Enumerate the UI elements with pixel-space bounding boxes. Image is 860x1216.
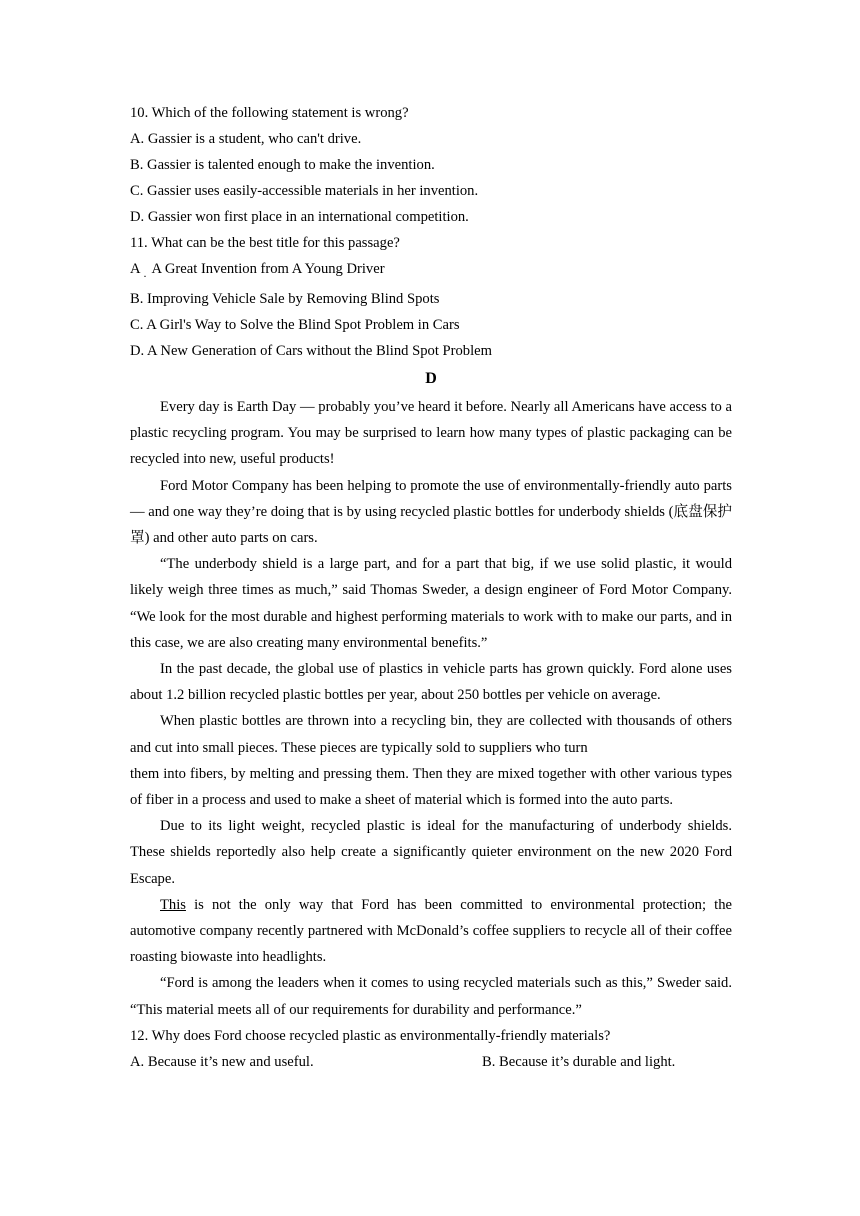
- option-10b: B. Gassier is talented enough to make the invention.: [130, 157, 435, 173]
- option-11a-letter: A: [130, 261, 141, 277]
- question-12-options: [130, 1049, 732, 1075]
- section-heading-d: D: [425, 370, 437, 387]
- passage-paragraph-7: [130, 892, 732, 971]
- passage-paragraph-1: Every day is Earth Day — probably you’ve heard it before. Nearly all Americans have access to a plastic recycling program. You may be surprised to learn how many types of plastic packaging can be recycled into new, useful products!: [130, 399, 732, 468]
- option-10c: C. Gassier uses easily-accessible materials in her invention.: [130, 183, 479, 199]
- passage-paragraph-8: “Ford is among the leaders when it comes to using recycled materials such as this,” Sweder said. “This material meets all of our requirements for durability and performance.”: [130, 975, 732, 1018]
- passage-paragraph-5-part-b: them into fibers, by melting and pressing them. Then they are mixed together with other various types of fiber in a process and used to make a sheet of material which is formed into the auto parts.: [130, 765, 732, 809]
- option-10d: D. Gassier won first place in an international competition.: [130, 209, 469, 225]
- option-11a-dot: ·: [143, 269, 147, 283]
- passage-paragraph-6: Due to its light weight, recycled plastic is ideal for the manufacturing of underbody shields. These shields reportedly also help create a significantly quieter environment on the new 2020 Ford Escape.: [130, 818, 732, 887]
- option-11d: D. A New Generation of Cars without the Blind Spot Problem: [130, 343, 492, 359]
- passage-paragraph-3: “The underbody shield is a large part, and for a part that big, if we use solid plastic, it would likely weigh three times as much,” said Thomas Sweder, a design engineer of Ford Motor Company. “We look for the most durable and highest performing materials to work with to make our parts, and in this case, we are also creating many environmental benefits.”: [130, 556, 732, 651]
- passage-paragraph-2: Ford Motor Company has been helping to promote the use of environmentally-friendly auto parts — and one way they’re doing that is by using recycled plastic bottles for underbody shields (底盘保护罩) and other auto parts on cars.: [130, 477, 732, 547]
- passage-paragraph-7-rest: is not the only way that Ford has been committed to environmental protection; the automotive company recently partnered with McDonald’s coffee suppliers to recycle all of their coffee roasting biowaste into headlights.: [130, 896, 732, 966]
- question-12: 12. Why does Ford choose recycled plastic as environmentally-friendly materials?: [130, 1027, 611, 1044]
- option-12a: A. Because it’s new and useful.: [130, 1053, 314, 1070]
- option-12b: B. Because it’s durable and light.: [482, 1053, 676, 1070]
- passage-paragraph-5-part-a: When plastic bottles are thrown into a recycling bin, they are collected with thousands of others and cut into small pieces. These pieces are typically sold to suppliers who turn: [130, 713, 732, 756]
- passage-paragraph-4: In the past decade, the global use of plastics in vehicle parts has grown quickly. Ford alone uses about 1.2 billion recycled plastic bottles per year, about 250 bottles per vehicle on average.: [130, 661, 732, 704]
- question-11: 11. What can be the best title for this passage?: [130, 235, 400, 251]
- question-10: 10. Which of the following statement is wrong?: [130, 105, 409, 121]
- passage-paragraph-5: [130, 708, 732, 813]
- option-11b: B. Improving Vehicle Sale by Removing Blind Spots: [130, 291, 440, 307]
- exam-page: [130, 100, 732, 1075]
- option-10a: A. Gassier is a student, who can't drive.: [130, 131, 362, 147]
- option-11a-text: A Great Invention from A Young Driver: [151, 261, 385, 277]
- underlined-word-this: This: [160, 896, 186, 913]
- option-11c: C. A Girl's Way to Solve the Blind Spot Problem in Cars: [130, 317, 460, 333]
- option-11a: [130, 256, 732, 284]
